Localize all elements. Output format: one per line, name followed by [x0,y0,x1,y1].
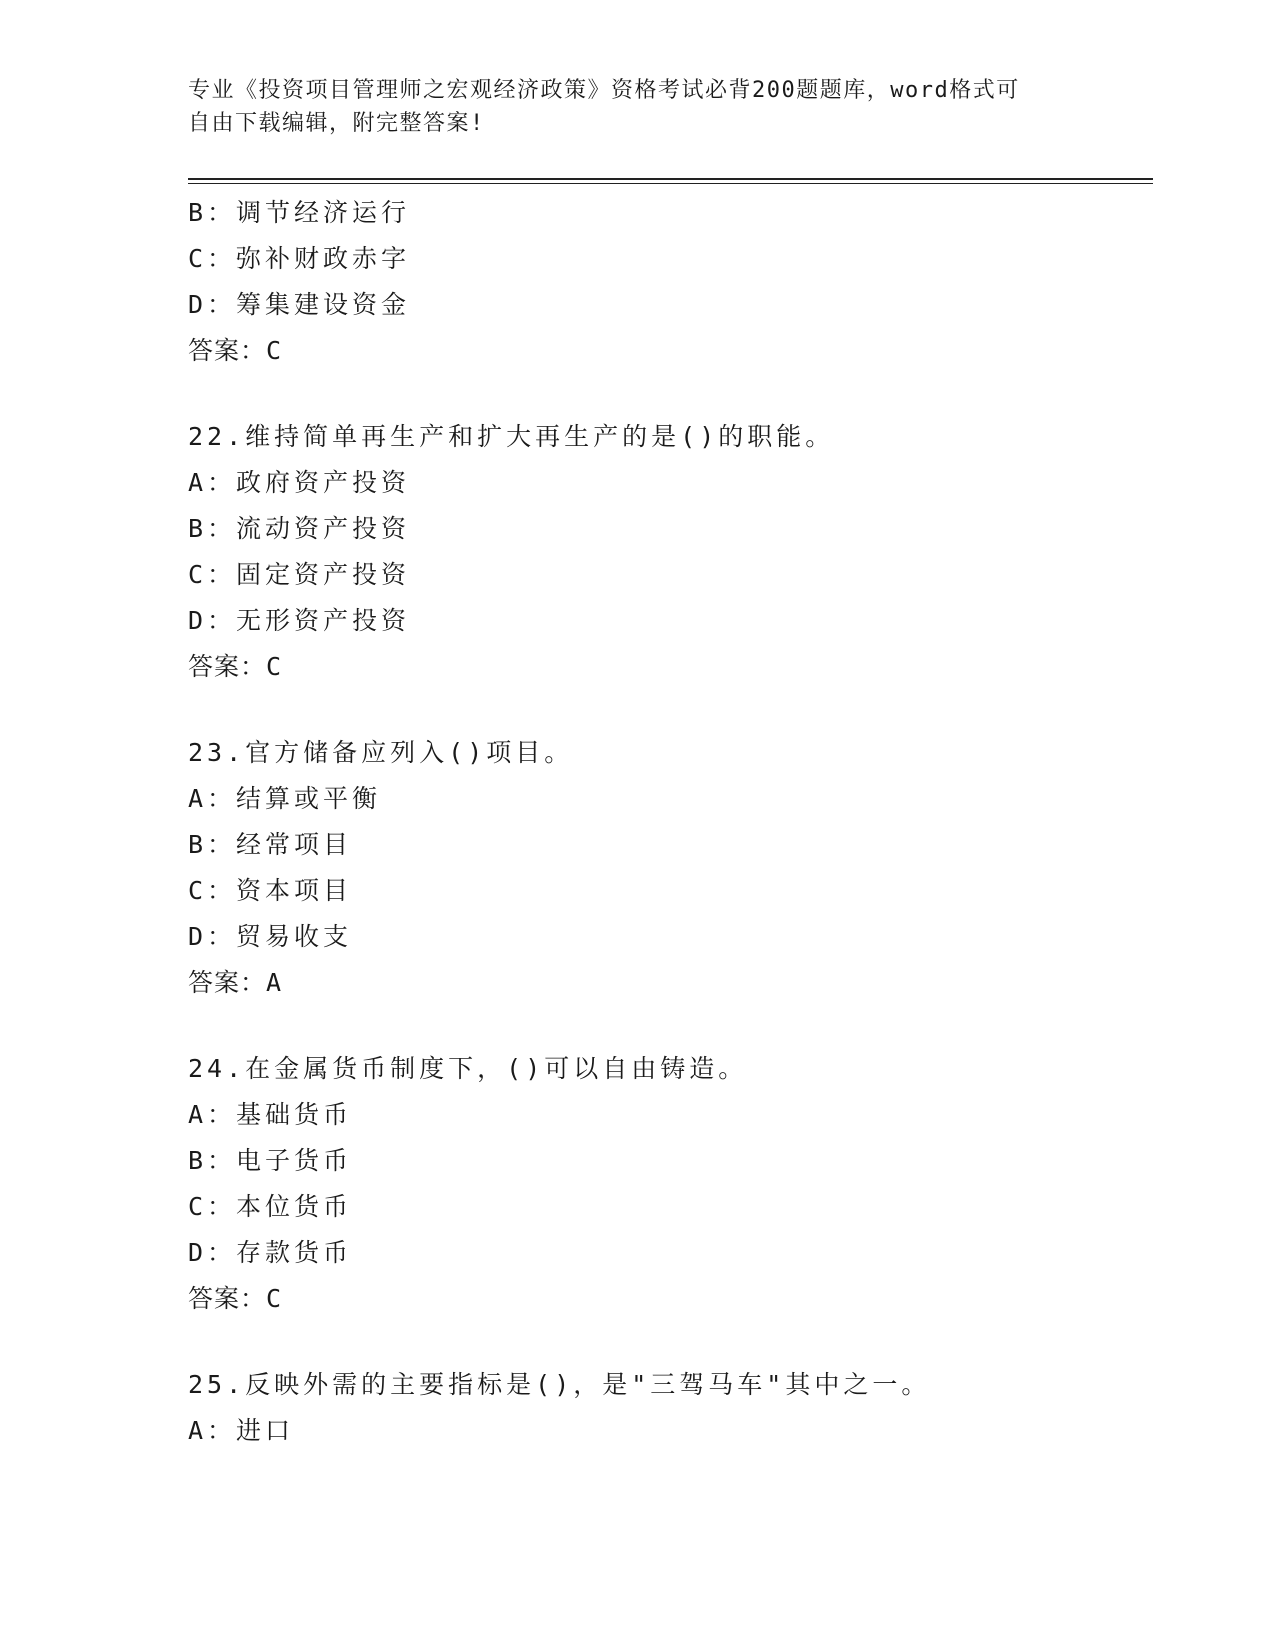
option-c: C：弥补财政赤字 [188,244,411,273]
question-25 [188,1362,1153,1454]
option-c: C：固定资产投资 [188,560,411,589]
option-d: D：无形资产投资 [188,606,411,635]
option-d: D：筹集建设资金 [188,290,411,319]
question-stem: 23.官方储备应列入()项目。 [188,738,574,767]
question-21-continued [188,190,1153,374]
page-header [188,74,1068,140]
answer: 答案：C [188,652,283,681]
header-title-line-2: 自由下载编辑，附完整答案! [188,111,485,136]
question-stem: 24.在金属货币制度下，()可以自由铸造。 [188,1054,748,1083]
question-23 [188,730,1153,1006]
option-a: A：结算或平衡 [188,784,382,813]
option-a: A：进口 [188,1416,295,1445]
option-b: B：调节经济运行 [188,198,411,227]
question-stem: 22.维持简单再生产和扩大再生产的是()的职能。 [188,422,835,451]
header-title-line-1: 专业《投资项目管理师之宏观经济政策》资格考试必背200题题库，word格式可 [188,78,1020,103]
question-22 [188,414,1153,690]
answer: 答案：C [188,1284,283,1313]
question-stem: 25.反映外需的主要指标是()，是"三驾马车"其中之一。 [188,1370,931,1399]
answer: 答案：A [188,968,283,997]
option-c: C：本位货币 [188,1192,353,1221]
option-b: B：流动资产投资 [188,514,411,543]
header-divider [188,178,1153,184]
question-24 [188,1046,1153,1322]
option-b: B：经常项目 [188,830,353,859]
answer: 答案：C [188,336,283,365]
option-b: B：电子货币 [188,1146,353,1175]
option-d: D：存款货币 [188,1238,353,1267]
option-a: A：政府资产投资 [188,468,411,497]
option-a: A：基础货币 [188,1100,353,1129]
question-list [188,190,1153,1454]
option-c: C：资本项目 [188,876,353,905]
option-d: D：贸易收支 [188,922,353,951]
